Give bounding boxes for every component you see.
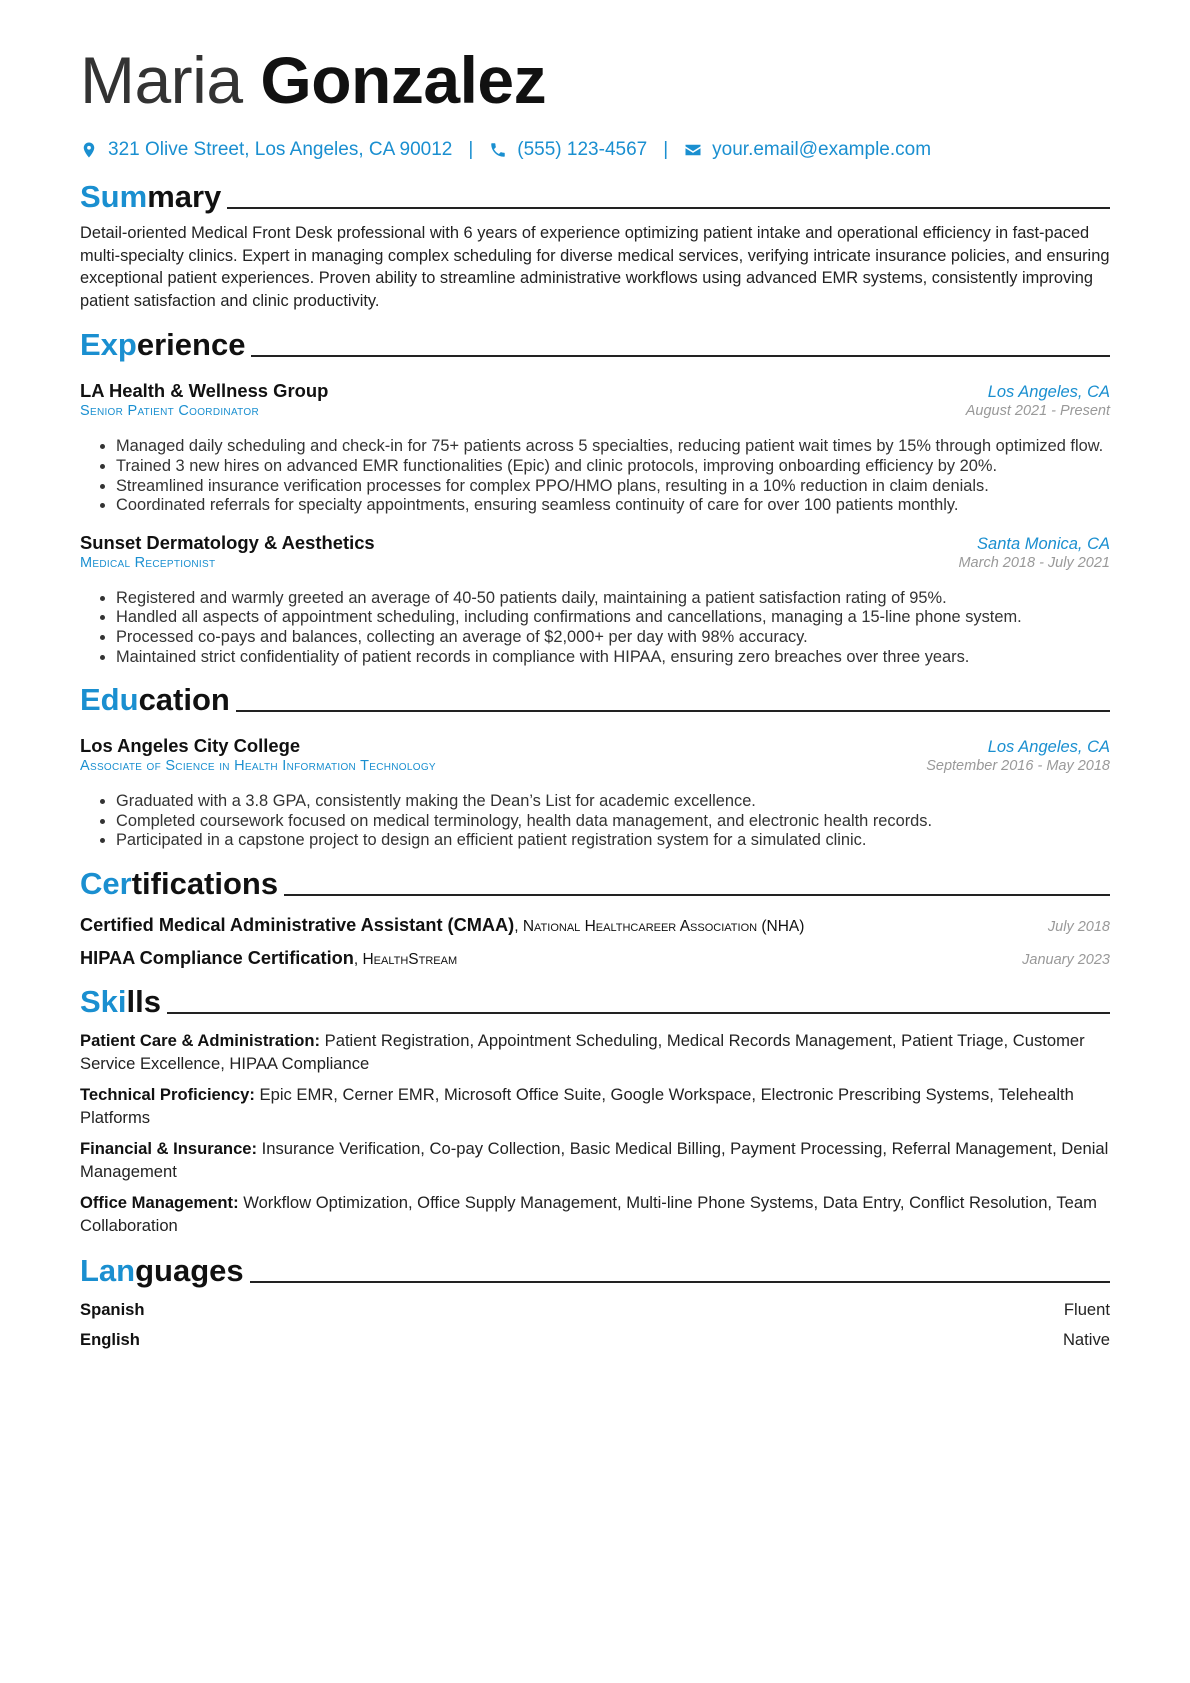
- bullet-item: • Graduated with a 3.8 GPA, consistently making the Dean’s List for academic excellence.: [116, 792, 1110, 812]
- skill-text: Epic EMR, Cerner EMR, Microsoft Office Suite, Google Workspace, Electronic Prescribing Systems, Telehealth Platforms: [80, 1085, 1074, 1127]
- heading-rest: erience: [136, 327, 246, 363]
- experience-section-heading: [80, 326, 1110, 364]
- bullet-item: • Trained 3 new hires on advanced EMR functionalities (Epic) and clinic protocols, improving onboarding efficiency by 20%.: [116, 457, 1110, 477]
- contact-address: [80, 139, 452, 161]
- school-location: Los Angeles, CA: [987, 738, 1110, 757]
- heading-highlight: Sum: [80, 179, 148, 214]
- language-name: English: [80, 1329, 140, 1349]
- contact-phone[interactable]: [489, 139, 647, 161]
- education-bullets: [80, 792, 1110, 851]
- bullet-item: • Completed coursework focused on medical terminology, health data management, and electronic health records.: [116, 812, 1110, 832]
- skill-label: Technical Proficiency:: [80, 1085, 255, 1105]
- language-item: [80, 1300, 1110, 1320]
- job-location: Santa Monica, CA: [977, 534, 1110, 553]
- skill-text: Patient Registration, Appointment Scheduling, Medical Records Management, Patient Triage, Customer Service Excellence, HIPAA Compliance: [80, 1030, 1085, 1073]
- certification-name: Certified Medical Administrative Assistant (CMAA): [80, 914, 515, 935]
- education-entry: [80, 735, 1110, 851]
- certification-org: , HealthStream: [353, 950, 458, 968]
- certifications-section-heading: [80, 865, 1110, 903]
- contact-email[interactable]: [684, 139, 931, 161]
- company-name: Sunset Dermatology & Aesthetics: [80, 531, 375, 553]
- education-section-heading: [80, 681, 1110, 719]
- bullet-item: • Maintained strict confidentiality of patient records in compliance with HIPAA, ensuring zero breaches over three years.: [116, 648, 1110, 668]
- section-divider: [250, 1281, 1110, 1283]
- company-name: LA Health & Wellness Group: [80, 380, 329, 402]
- bullet-item: • Processed co-pays and balances, collecting an average of $2,000+ per day with 98% accuracy.: [116, 628, 1110, 648]
- skill-label: Financial & Insurance:: [80, 1139, 258, 1159]
- skill-group: [80, 1030, 1110, 1075]
- contact-bar: [80, 136, 1110, 164]
- heading-rest: lls: [126, 983, 161, 1019]
- education-dates: September 2016 - May 2018: [926, 758, 1110, 775]
- certification-date: January 2023: [1022, 951, 1110, 968]
- certification-date: July 2018: [1047, 918, 1110, 935]
- job-dates: March 2018 - July 2021: [958, 554, 1110, 571]
- phone-icon: [489, 141, 507, 159]
- heading-highlight: Cer: [80, 865, 132, 901]
- skill-group: [80, 1192, 1110, 1237]
- heading-rest: cation: [138, 682, 230, 718]
- job-bullets: [80, 589, 1110, 667]
- experience-entry: [80, 532, 1110, 667]
- skill-label: Office Management:: [80, 1193, 239, 1213]
- school-name: Los Angeles City College: [80, 735, 301, 757]
- envelope-icon: [684, 141, 702, 159]
- certification-item: [80, 915, 1110, 936]
- section-divider: [236, 710, 1110, 712]
- skill-group: [80, 1138, 1110, 1183]
- job-bullets: [80, 437, 1110, 515]
- phone-text: (555) 123-4567: [517, 139, 648, 160]
- heading-highlight: Edu: [80, 682, 139, 718]
- section-divider: [251, 355, 1110, 357]
- certification-org: , National Healthcareer Association (NHA): [514, 917, 805, 935]
- heading-highlight: Lan: [80, 1252, 136, 1288]
- summary-text: Detail-oriented Medical Front Desk professional with 6 years of experience optimizing patient intake and operational efficiency in fast-paced multi-specialty clinics. Expert in managing complex scheduling for diverse medical services, verifying intricate insurance policies, and ensuring exceptional patient experiences. Proven ability to streamline administrative workflows using advanced EMR systems, consistently improving patient satisfaction and clinic productivity.: [80, 224, 1110, 310]
- bullet-item: • Streamlined insurance verification processes for complex PPO/HMO plans, resulting in a 10% reduction in claim denials.: [116, 477, 1110, 497]
- heading-highlight: Exp: [80, 327, 137, 363]
- section-divider: [227, 207, 1110, 209]
- job-dates: August 2021 - Present: [965, 403, 1110, 420]
- heading-rest: guages: [135, 1252, 244, 1288]
- contact-separator: |: [663, 139, 669, 160]
- skill-label: Patient Care & Administration:: [80, 1030, 321, 1050]
- certification-item: [80, 948, 1110, 969]
- bullet-item: • Handled all aspects of appointment scheduling, including confirmations and cancellations, managing a 15-line phone system.: [116, 608, 1110, 628]
- last-name: Gonzalez: [260, 43, 547, 117]
- contact-separator: |: [468, 139, 474, 160]
- section-divider: [167, 1012, 1110, 1014]
- heading-rest: tifications: [131, 865, 279, 901]
- skill-text: Workflow Optimization, Office Supply Management, Multi-line Phone Systems, Data Entry, Conflict Resolution, Team Collaboration: [80, 1193, 1097, 1236]
- language-name: Spanish: [80, 1299, 145, 1319]
- bullet-item: • Registered and warmly greeted an average of 40-50 patients daily, maintaining a patient satisfaction rating of 95%.: [116, 589, 1110, 609]
- map-marker-icon: [80, 141, 98, 159]
- heading-highlight: Ski: [80, 983, 127, 1019]
- job-location: Los Angeles, CA: [987, 383, 1110, 402]
- skill-group: [80, 1084, 1110, 1129]
- language-level: Native: [1062, 1329, 1110, 1349]
- job-title: Senior Patient Coordinator: [80, 403, 260, 420]
- job-title: Medical Receptionist: [80, 554, 216, 571]
- summary-section-heading: [80, 178, 1110, 216]
- bullet-item: • Coordinated referrals for specialty appointments, ensuring seamless continuity of care for over 100 patients monthly.: [116, 496, 1110, 516]
- language-level: Fluent: [1063, 1299, 1110, 1319]
- skill-text: Insurance Verification, Co-pay Collection, Basic Medical Billing, Payment Processing, Referral Management, Denial Management: [80, 1139, 1109, 1181]
- heading-rest: mary: [147, 179, 222, 214]
- bullet-item: • Managed daily scheduling and check-in for 75+ patients across 5 specialties, reducing patient wait times by 15% through optimized flow.: [116, 437, 1110, 457]
- bullet-item: • Participated in a capstone project to design an efficient patient registration system for a simulated clinic.: [116, 831, 1110, 851]
- experience-entry: [80, 380, 1110, 515]
- degree: Associate of Science in Health Information Technology: [80, 758, 436, 775]
- first-name: Maria: [80, 43, 243, 117]
- skills-section-heading: [80, 983, 1110, 1021]
- certification-name: HIPAA Compliance Certification: [80, 947, 354, 968]
- languages-section-heading: [80, 1252, 1110, 1290]
- section-divider: [284, 894, 1110, 896]
- email-text: your.email@example.com: [712, 139, 932, 160]
- address-text: 321 Olive Street, Los Angeles, CA 90012: [108, 139, 453, 160]
- candidate-name: [80, 38, 1110, 122]
- language-item: [80, 1330, 1110, 1350]
